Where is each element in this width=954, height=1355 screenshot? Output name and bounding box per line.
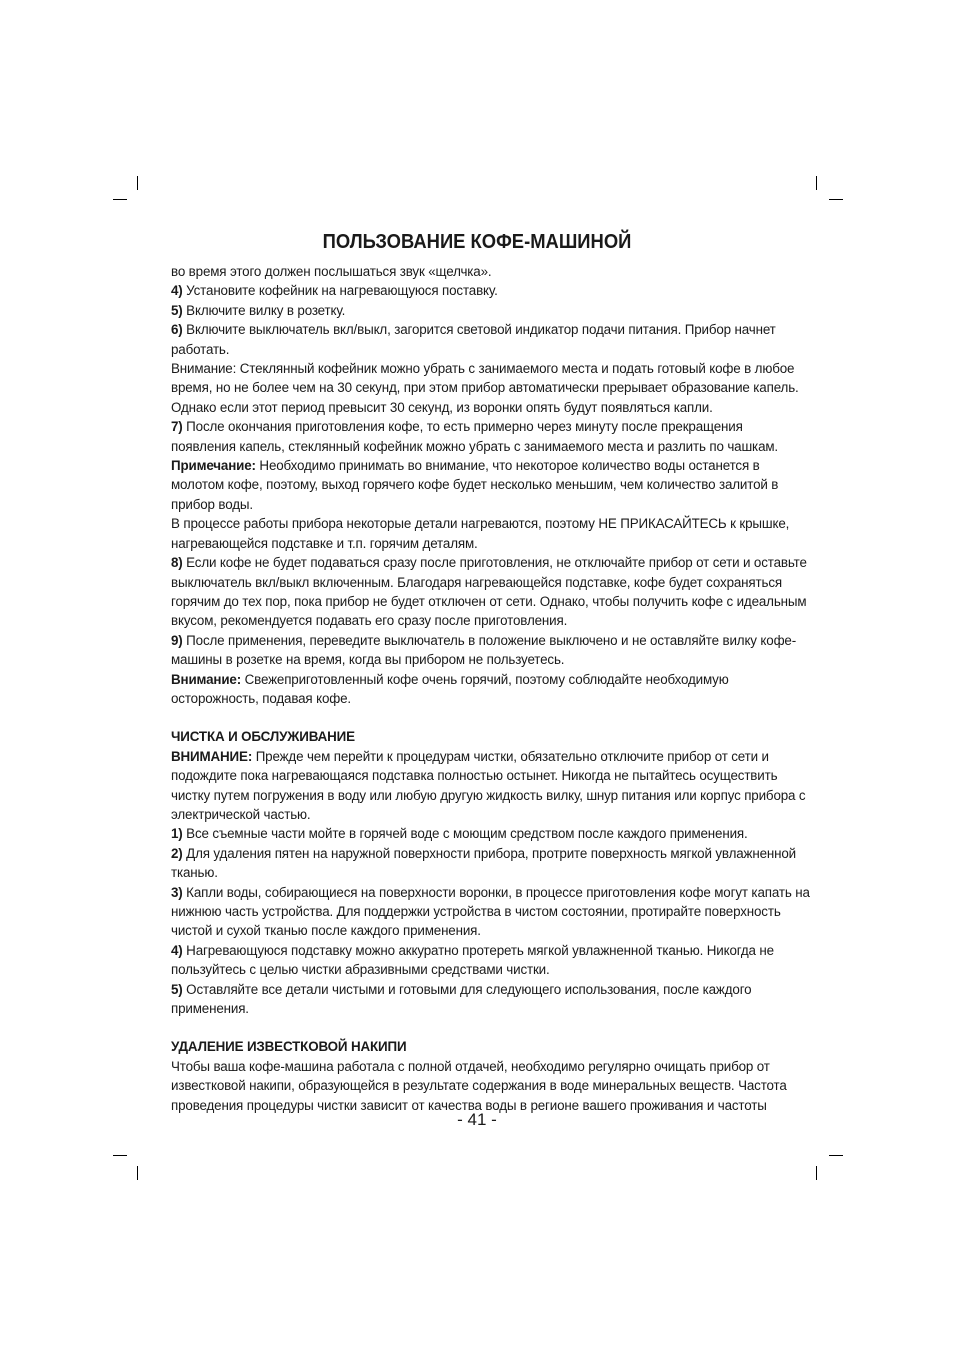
cleaning-step-4: 4) Нагревающуюся подставку можно аккуратно протереть мягкой увлажненной тканью. Никогда не пользуйтесь с целью чистки абразивными средствами чистки. [171,942,774,978]
cleaning-step-5: 5) Оставляйте все детали чистыми и готовыми для следующего использования, после каждого применения. [171,981,752,1017]
crop-mark [137,176,138,190]
cleaning-step-3: 3) Капли воды, собирающиеся на поверхности воронки, в процессе приготовления кофе могут капать на нижнюю часть устройства. Для поддержки устройства в чистом состоянии, протирайте поверхность чистой и сухой тканью после каждого применения. [171,884,810,939]
step-7: 7) После окончания приготовления кофе, то есть примерно через минуту после прекращения появления капель, стеклянный кофейник можно убрать с занимаемого места и разлить по чашкам. [171,419,778,454]
crop-mark [816,1166,817,1180]
section-heading-cleaning: ЧИСТКА И ОБСЛУЖИВАНИЕ [171,729,355,745]
note-paragraph: Примечание: Необходимо принимать во внимание, что некоторое количество воды останется в молотом кофе, поэтому, выход горячего кофе будет несколько меньшим, чем количество залитой в прибор воды. [171,458,779,512]
document-body [171,262,811,1115]
caution-paragraph: Внимание: Свежеприготовленный кофе очень горячий, поэтому соблюдайте необходимую осторожность, подавая кофе. [171,671,729,706]
crop-mark [816,176,817,190]
page-number: - 41 - [457,1110,497,1129]
page-title: ПОЛЬЗОВАНИЕ КОФЕ-МАШИНОЙ [322,231,632,253]
cleaning-warning: ВНИМАНИЕ: Прежде чем перейти к процедурам чистки, обязательно отключите прибор от сети и подождите пока нагревающаяся подставка полностью остынет. Никогда не пытайтесь осуществить чистку путем погружения в воду или любую другую жидкость вилку, шнур питания или корпус прибора с электрической частью. [171,748,806,822]
step-4: 4) Установите кофейник на нагревающуюся поставку. [171,283,498,299]
warning-paragraph: В процессе работы прибора некоторые детали нагреваются, поэтому НЕ ПРИКАСАЙТЕСЬ к крышке, нагревающейся подставке и т.п. горячим деталям. [171,516,790,551]
step-8: 8) Если кофе не будет подаваться сразу после приготовления, не отключайте прибор от сети и оставьте выключатель вкл/выкл включенным. Благодаря нагревающейся подставке, кофе будет сохраняться горячим до тех пор, пока прибор не будет отключен от сети. Однако, чтобы получить кофе с идеальным вкусом, рекомендуется подавать его сразу после приготовления. [171,555,807,629]
crop-mark [829,199,843,200]
step-9: 9) После применения, переведите выключатель в положение выключено и не оставляйте вилку кофе-машины в розетке на время, когда вы прибором не пользуетесь. [171,632,797,668]
attention-paragraph: Внимание: Стеклянный кофейник можно убрать с занимаемого места и подать готовый кофе в любое время, но не более чем на 30 секунд, при этом прибор автоматически прерывает образование капель. Однако если этот период превысит 30 секунд, из воронки опять будут появляться капли. [171,361,799,415]
paragraph: во время этого должен послышаться звук «щелчка». [171,264,492,279]
crop-mark [829,1155,843,1156]
section-heading-descaling: УДАЛЕНИЕ ИЗВЕСТКОВОЙ НАКИПИ [171,1039,407,1055]
cleaning-step-2: 2) Для удаления пятен на наружной поверхности прибора, протрите поверхность мягкой увлажненной тканью. [171,845,797,881]
step-5: 5) Включите вилку в розетку. [171,302,346,318]
descaling-paragraph: Чтобы ваша кофе-машина работала с полной отдачей, необходимо регулярно очищать прибор от известковой накипи, образующейся в результате содержания в воде минеральных веществ. Частота проведения процедуры чистки зависит от качества воды в регионе вашего проживания и частоты [171,1058,787,1113]
step-6: 6) Включите выключатель вкл/выкл, загорится световой индикатор подачи питания. Прибор начнет работать. [171,322,776,357]
crop-mark [113,1155,127,1156]
cleaning-step-1: 1) Все съемные части мойте в горячей воде с моющим средством после каждого применения. [171,826,748,842]
crop-mark [113,199,127,200]
crop-mark [137,1166,138,1180]
